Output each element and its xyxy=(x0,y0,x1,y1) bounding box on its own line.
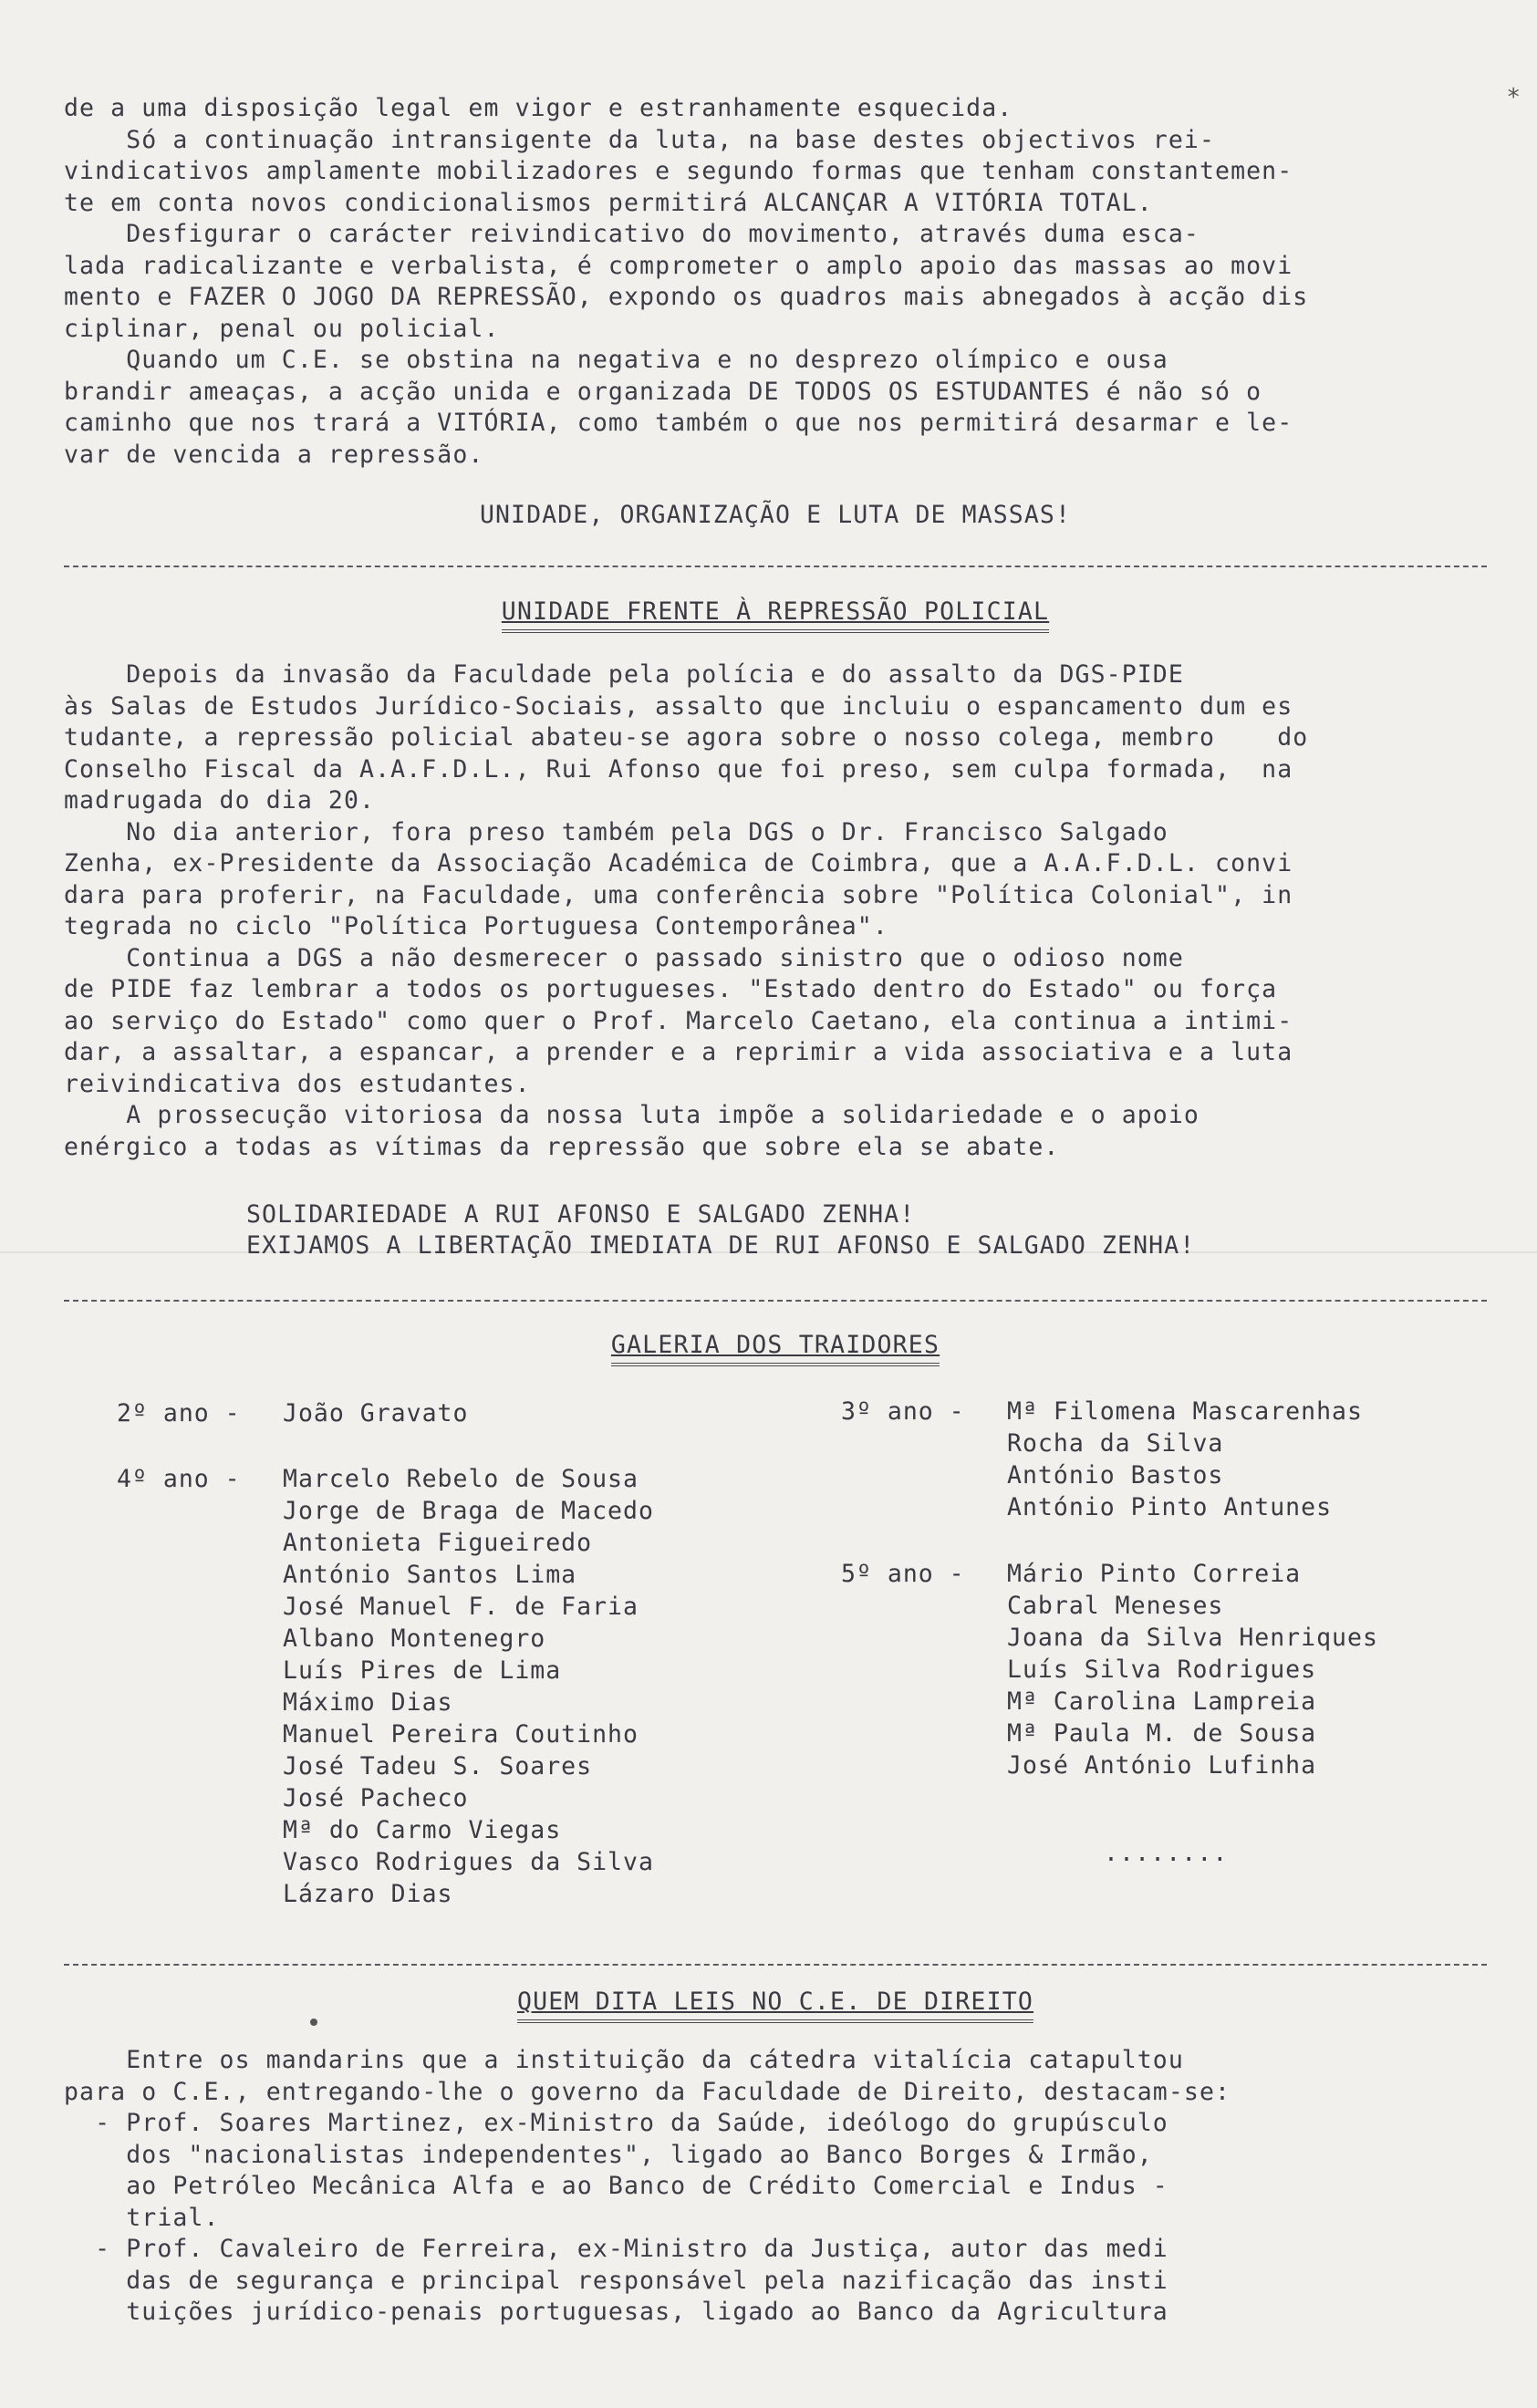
galeria-name: Albano Montenegro xyxy=(283,1624,546,1653)
repressao-line: No dia anterior, fora preso também pela DGS o Dr. Francisco Salgado xyxy=(64,817,1168,846)
galeria-name: Cabral Meneses xyxy=(1007,1592,1224,1620)
galeria-name: Jorge de Braga de Macedo xyxy=(283,1497,654,1525)
galeria-name: João Gravato xyxy=(283,1399,469,1427)
galeria-name: José Pacheco xyxy=(283,1784,469,1812)
intro-slogan: UNIDADE, ORGANIZAÇÃO E LUTA DE MASSAS! xyxy=(479,501,1072,529)
galeria-name: António Bastos xyxy=(1007,1461,1224,1489)
galeria-name: Mª do Carmo Viegas xyxy=(283,1816,562,1844)
galeria-name: Máximo Dias xyxy=(283,1688,453,1717)
quem-line: tuições jurídico-penais portuguesas, ligado ao Banco da Agricultura xyxy=(64,2298,1168,2326)
repressao-line: tudante, a repressão policial abateu-se agora sobre o nosso colega, membro do xyxy=(64,723,1309,752)
repressao-line: de PIDE faz lembrar a todos os portugueses. "Estado dentro do Estado" ou força xyxy=(64,975,1278,1003)
repressao-line: madrugada do dia 20. xyxy=(64,786,376,815)
intro-line: brandir ameaças, a acção unida e organizada DE TODOS OS ESTUDANTES é não só o xyxy=(64,377,1262,406)
repressao-line: Depois da invasão da Faculdade pela polícia e do assalto da DGS-PIDE xyxy=(64,660,1184,689)
quem-line: - Prof. Soares Martinez, ex-Ministro da Saúde, ideólogo do grupúsculo xyxy=(64,2109,1168,2137)
repressao-line: dara para proferir, na Faculdade, uma conferência sobre "Política Colonial", in xyxy=(64,880,1293,909)
ink-dot xyxy=(310,2019,317,2026)
divider-2 xyxy=(64,1300,1487,1302)
intro-line: lada radicalizante e verbalista, é comprometer o amplo apoio das massas ao movi xyxy=(64,251,1293,280)
galeria-name: José António Lufinha xyxy=(1007,1751,1317,1780)
galeria-name: Mário Pinto Correia xyxy=(1007,1560,1302,1588)
quem-title: QUEM DITA LEIS NO C.E. DE DIREITO xyxy=(64,1987,1487,2023)
intro-line: caminho que nos trará a VITÓRIA, como também o que nos permitirá desarmar e le- xyxy=(64,409,1293,437)
intro-line: var de vencida a repressão. xyxy=(64,440,484,469)
galeria-name: Luís Pires de Lima xyxy=(283,1656,562,1685)
asterisk-mark: * xyxy=(1506,84,1521,111)
intro-line: mento e FAZER O JOGO DA REPRESSÃO, expondo os quadros mais abnegados à acção dis xyxy=(64,283,1309,311)
repressao-slogan-2: EXIJAMOS A LIBERTAÇÃO IMEDIATA DE RUI AFONSO E SALGADO ZENHA! xyxy=(246,1231,1196,1260)
galeria-name: Manuel Pereira Coutinho xyxy=(283,1720,639,1749)
galeria-name: José Manuel F. de Faria xyxy=(283,1593,639,1621)
repressao-line: tegrada no ciclo "Política Portuguesa Contemporânea". xyxy=(64,912,888,940)
intro-line: Desfigurar o carácter reivindicativo do movimento, através duma esca- xyxy=(64,220,1199,248)
repressao-line: reivindicativa dos estudantes. xyxy=(64,1069,531,1098)
intro-line: ciplinar, penal ou policial. xyxy=(64,314,500,343)
galeria-year: 2º ano - xyxy=(117,1399,241,1427)
galeria-ellipsis: ........ xyxy=(1104,1839,1229,1867)
intro-line: te em conta novos condicionalismos permitirá ALCANÇAR A VITÓRIA TOTAL. xyxy=(64,188,1153,217)
quem-line: - Prof. Cavaleiro de Ferreira, ex-Ministro da Justiça, autor das medi xyxy=(64,2235,1168,2263)
quem-line: dos "nacionalistas independentes", ligado ao Banco Borges & Irmão, xyxy=(64,2140,1153,2169)
quem-line: ao Petróleo Mecânica Alfa e ao Banco de Crédito Comercial e Indus - xyxy=(64,2172,1168,2200)
galeria-name: Mª Filomena Mascarenhas xyxy=(1007,1397,1363,1426)
galeria-year: 5º ano - xyxy=(841,1560,965,1588)
repressao-line: Zenha, ex-Presidente da Associação Académica de Coimbra, que a A.A.F.D.L. convi xyxy=(64,849,1293,877)
galeria-name: Lázaro Dias xyxy=(283,1880,453,1908)
galeria-name: António Pinto Antunes xyxy=(1007,1493,1333,1521)
galeria-name: Mª Carolina Lampreia xyxy=(1007,1687,1317,1716)
galeria-year: 4º ano - xyxy=(117,1465,241,1493)
repressao-line: ao serviço do Estado" como quer o Prof. Marcelo Caetano, ela continua a intimi- xyxy=(64,1006,1293,1035)
repressao-line: Conselho Fiscal da A.A.F.D.L., Rui Afonso que foi preso, sem culpa formada, na xyxy=(64,754,1293,784)
galeria-year: 3º ano - xyxy=(841,1397,965,1426)
divider-1 xyxy=(64,566,1487,567)
galeria-name: Mª Paula M. de Sousa xyxy=(1007,1719,1317,1748)
quem-line: trial. xyxy=(64,2203,220,2232)
repressao-line: às Salas de Estudos Jurídico-Sociais, assalto que incluiu o espancamento dum es xyxy=(64,691,1293,721)
intro-line: Só a continuação intransigente da luta, na base destes objectivos rei- xyxy=(64,125,1216,154)
galeria-name: Joana da Silva Henriques xyxy=(1007,1624,1378,1652)
intro-line: vindicativos amplamente mobilizadores e segundo formas que tenham constantemen- xyxy=(64,157,1293,185)
repressao-title: UNIDADE FRENTE À REPRESSÃO POLICIAL xyxy=(64,597,1487,633)
galeria-name: José Tadeu S. Soares xyxy=(283,1752,593,1780)
divider-3 xyxy=(64,1964,1487,1966)
repressao-line: enérgico a todas as vítimas da repressão que sobre ela se abate. xyxy=(64,1132,1060,1161)
intro-line: Quando um C.E. se obstina na negativa e no desprezo olímpico e ousa xyxy=(64,346,1168,374)
galeria-name: Luís Silva Rodrigues xyxy=(1007,1656,1317,1684)
quem-line: Entre os mandarins que a instituição da cátedra vitalícia catapultou xyxy=(64,2046,1184,2074)
galeria-left-column xyxy=(117,1397,755,1926)
quem-line: das de segurança e principal responsável pela nazificação das insti xyxy=(64,2266,1168,2295)
galeria-name: Rocha da Silva xyxy=(1007,1429,1224,1458)
intro-line: de a uma disposição legal em vigor e estranhamente esquecida. xyxy=(64,94,1013,122)
repressao-line: A prossecução vitoriosa da nossa luta impõe a solidariedade e o apoio xyxy=(64,1101,1199,1129)
galeria-name: Antonieta Figueiredo xyxy=(283,1529,593,1557)
repressao-line: dar, a assaltar, a espancar, a prender e a reprimir a vida associativa e a luta xyxy=(64,1038,1293,1066)
galeria-name: Vasco Rodrigues da Silva xyxy=(283,1848,654,1876)
galeria-name: Marcelo Rebelo de Sousa xyxy=(283,1465,639,1493)
galeria-name: António Santos Lima xyxy=(283,1561,577,1589)
galeria-title: GALERIA DOS TRAIDORES xyxy=(64,1330,1487,1366)
repressao-slogan-1: SOLIDARIEDADE A RUI AFONSO E SALGADO ZENHA! xyxy=(246,1200,916,1229)
repressao-line: Continua a DGS a não desmerecer o passado sinistro que o odioso nome xyxy=(64,943,1184,972)
quem-line: para o C.E., entregando-lhe o governo da Faculdade de Direito, destacam-se: xyxy=(64,2077,1231,2106)
